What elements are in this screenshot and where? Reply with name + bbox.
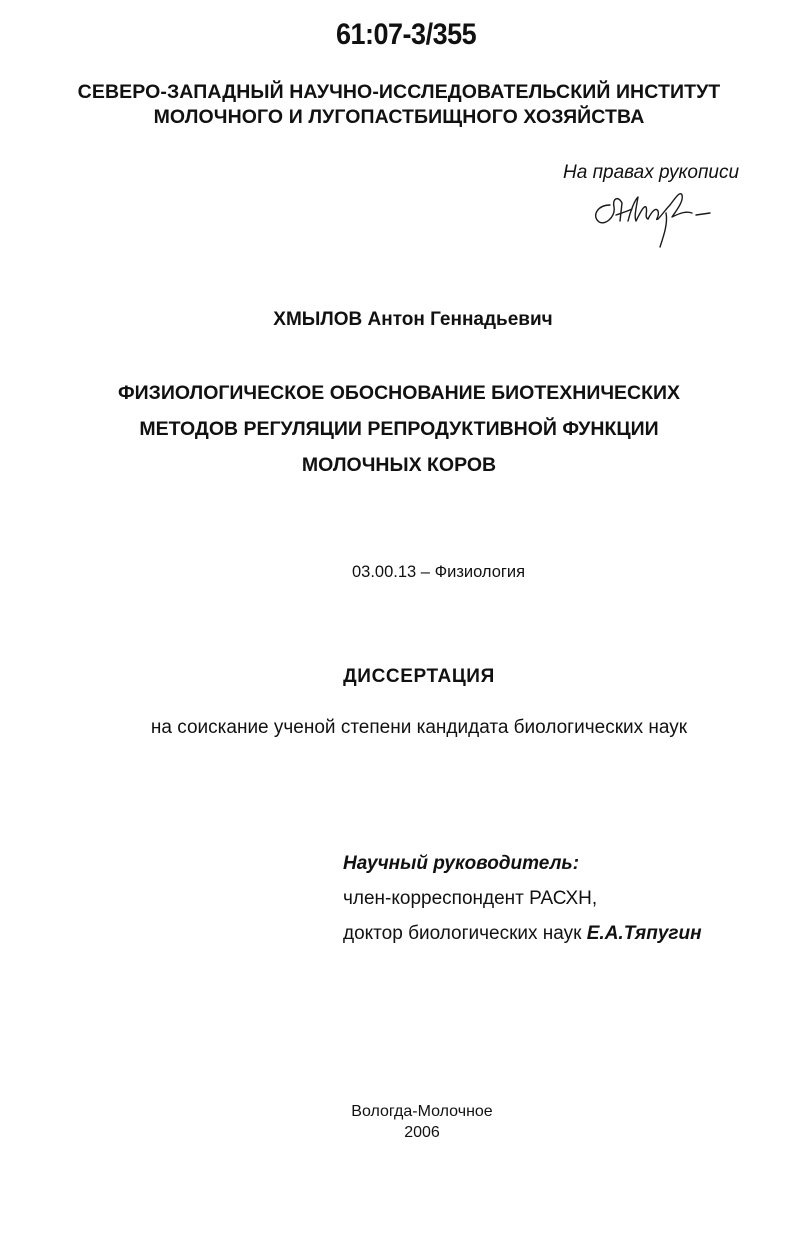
document-type: ДИССЕРТАЦИЯ bbox=[343, 666, 495, 687]
supervisor-degree-line bbox=[343, 916, 702, 951]
specialty-code: 03.00.13 – Физиология bbox=[352, 563, 526, 581]
supervisor-title-line: член-корреспондент РАСХН, bbox=[343, 888, 598, 909]
supervisor-block bbox=[343, 846, 702, 951]
institute-name bbox=[0, 80, 798, 130]
manuscript-note: На правах рукописи bbox=[563, 162, 740, 183]
supervisor-heading: Научный руководитель: bbox=[343, 853, 580, 874]
supervisor-name: Е.А.Тяпугин bbox=[586, 923, 702, 944]
title-line-2: МЕТОДОВ РЕГУЛЯЦИИ РЕПРОДУКТИВНОЙ ФУНКЦИИ bbox=[139, 418, 659, 440]
catalog-number: 61:07-3/355 bbox=[336, 18, 477, 51]
handwritten-signature bbox=[588, 183, 728, 253]
institute-line-1: СЕВЕРО-ЗАПАДНЫЙ НАУЧНО-ИССЛЕДОВАТЕЛЬСКИЙ ИНСТИТУТ bbox=[77, 81, 721, 103]
place-and-year bbox=[322, 1101, 522, 1143]
author-name: ХМЫЛОВ Антон Геннадьевич bbox=[273, 309, 553, 330]
title-line-3: МОЛОЧНЫХ КОРОВ bbox=[301, 454, 497, 476]
year: 2006 bbox=[404, 1124, 440, 1141]
city: Вологда-Молочное bbox=[351, 1103, 493, 1120]
institute-line-2: МОЛОЧНОГО И ЛУГОПАСТБИЩНОГО ХОЗЯЙСТВА bbox=[153, 106, 645, 128]
supervisor-degree: доктор биологических наук bbox=[343, 923, 582, 944]
dissertation-title bbox=[0, 375, 798, 483]
degree-description: на соискание ученой степени кандидата биологических наук bbox=[150, 717, 688, 738]
title-line-1: ФИЗИОЛОГИЧЕСКОЕ ОБОСНОВАНИЕ БИОТЕХНИЧЕСКИХ bbox=[117, 382, 681, 404]
